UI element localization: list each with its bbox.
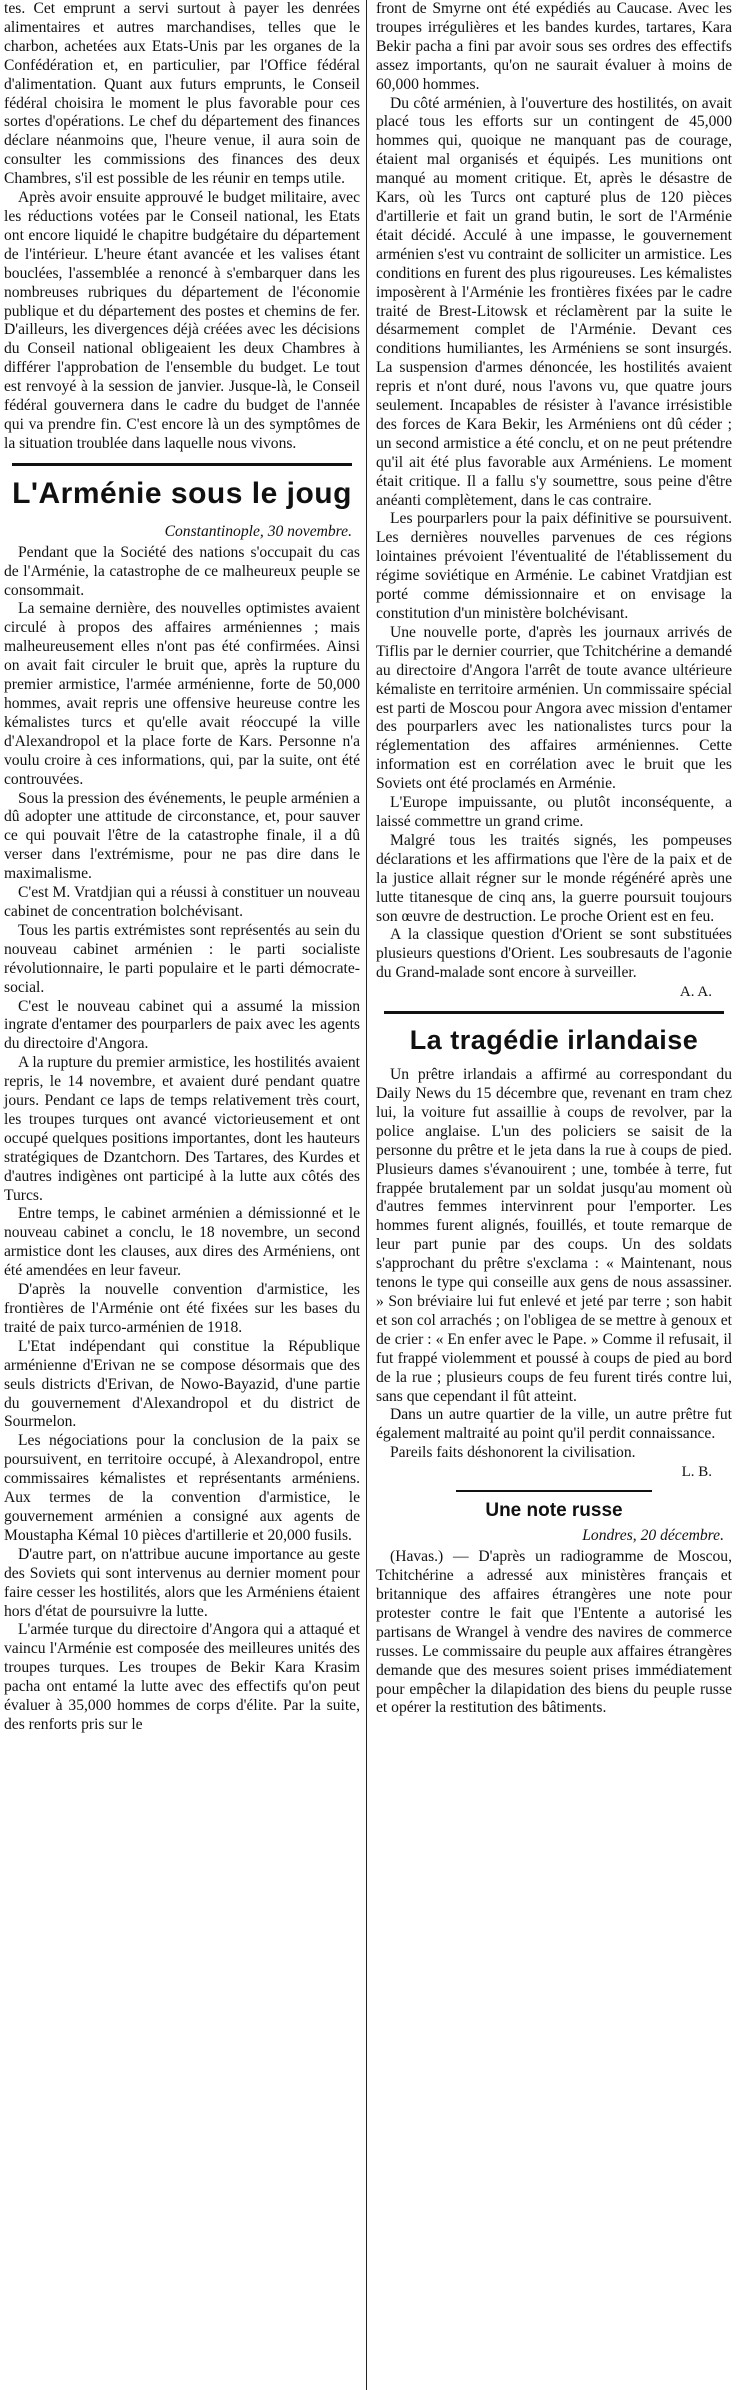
article-paragraph: Une nouvelle porte, d'après les journaux arrivés de Tiflis par le dernier courrier, que Tchitchérine a demandé au directoire d'Angora l'arrêt de toute avance ultérieure kémaliste en territoire arménien. Un commissaire spécial est parti de Moscou pour Angora avec mission d'entamer des pourparlers avec les nationalistes turcs pour la réglementation des affaires arméniennes. Cette information est en corrélation avec le bruit que les Soviets ont été proclamés en Arménie.: [376, 623, 732, 793]
armenie-headline: L'Arménie sous le joug: [12, 476, 352, 510]
armenie-signature: A. A.: [679, 984, 712, 1001]
article-paragraph: Les pourparlers pour la paix définitive se poursuivent. Les dernières nouvelles parvenues de ces régions lointaines prévoient l'éventualité de l'établissement du régime soviétique en Arménie. Le cabinet Vratdjian est porté comme démissionnaire et on envisage la constitution d'un ministère bolchévisant.: [376, 510, 732, 622]
article-paragraph: (Havas.) — D'après un radiogramme de Moscou, Tchitchérine a adressé aux ministères français et britannique des affaires étrangères une note pour protester contre le fait que l'Entente a autorisé les partisans de Wrangel à vendre des navires de commerce russes. Le commissaire du peuple aux affaires étrangères demande que des mesures soient prises immédiatement pour empêcher la dilapidation des biens du peuple russe et opérer la restitution des bâtiments.: [376, 1548, 732, 1717]
article-paragraph: L'Europe impuissante, ou plutôt inconséquente, a laissé commettre un grand crime.: [376, 794, 732, 830]
article-paragraph: D'autre part, on n'attribue aucune importance au geste des Soviets qui sont intervenus au dernier moment pour faire cesser les hostilités, alors que les Arméniens étaient hors d'état de poursuivre la lutte.: [4, 1545, 360, 1620]
article-paragraph: D'après la nouvelle convention d'armistice, les frontières de l'Arménie ont été fixées sur les bases du traité de paix turco-arménien de 1918.: [4, 1281, 360, 1336]
tragedie-signature: L. B.: [681, 1464, 712, 1481]
article-paragraph: front de Smyrne ont été expédiés au Caucase. Avec les troupes irrégulières et les bandes kurdes, tartares, Kara Bekir pacha a fini par avoir sous ses ordres des effectifs assez importants, qu'on ne saurait évaluer à moins de 60,000 hommes.: [376, 0, 732, 93]
article-paragraph: La semaine dernière, des nouvelles optimistes avaient circulé à propos des affaires arméniennes ; mais malheureusement elles n'ont pas été confirmées. Ainsi on avait fait circuler le bruit que, après la rupture du premier armistice, l'armée arménienne, forte de 50,000 hommes, avait repris une offensive heureuse contre les kémalistes turcs et qu'elle avait réoccupé la ville d'Alexandropol et la place forte de Kars. Personne n'a voulu croire à ces informations, qui, par la suite, ont été controuvées.: [4, 600, 360, 788]
left-column: [4, 0, 360, 1735]
armenie-dateline: Constantinople, 30 novembre.: [164, 522, 352, 540]
note-headline: Une note russe: [485, 1500, 623, 1522]
article-paragraph: L'armée turque du directoire d'Angora qui a attaqué et vaincu l'Arménie est composée des meilleures unités des troupes turques. Les troupes de Bekir Kara Krasim pacha ont entamé la lutte avec des effectifs qu'on peut évaluer à 35,000 hommes de corps d'élite. Par la suite, des renforts pris sur le: [4, 1621, 360, 1733]
article-paragraph: L'Etat indépendant qui constitue la République arménienne d'Erivan ne se compose désormais que des seuls districts d'Erivan, de Nowo-Bayazid, d'une partie du gouvernement d'Alexandropol et du district de Sourmelon.: [4, 1337, 360, 1431]
article-paragraph: A la rupture du premier armistice, les hostilités avaient repris, le 14 novembre, et avaient duré pendant quatre jours. Pendant ce laps de temps relativement très court, les troupes turques ont avancé victorieusement et ont occupé quelques positions importantes, dont les hauteurs stratégiques de Dzantchorn. Des Tartares, des Kurdes et d'autres indigènes ont participé à la lutte aux côtés des Turcs.: [4, 1054, 360, 1204]
article-paragraph: Pendant que la Société des nations s'occupait du cas de l'Arménie, la catastrophe de ce malheureux peuple se consommait.: [4, 543, 360, 599]
article-paragraph: Dans un autre quartier de la ville, un autre prêtre fut également maltraité au point qu'il perdit connaissance.: [376, 1406, 732, 1443]
article-paragraph: Malgré tous les traités signés, les pompeuses déclarations et les affirmations que l'ère de la paix et de la justice allait régner sur le monde régénéré après une lutte titanesque de cinq ans, la guerre poursuit toujours son œuvre de destruction. Le proche Orient est en feu.: [376, 831, 732, 925]
article-paragraph: Pareils faits déshonorent la civilisation.: [390, 1444, 636, 1462]
article-paragraph: Les négociations pour la conclusion de la paix se poursuivent, en territoire occupé, à Alexandropol, entre commissaires kémalistes et représentants arméniens. Aux termes de la convention d'armistice, le gouvernement arménien a consigné aux agents de Moustapha Kémal 10 pièces d'artillerie et 20,000 fusils.: [4, 1432, 360, 1544]
section-divider: [12, 463, 352, 466]
section-divider: [456, 1490, 652, 1492]
article-paragraph: Un prêtre irlandais a affirmé au correspondant du Daily News du 15 décembre que, revenant en tram chez lui, la voiture fut assaillie à coups de revolver, par la police anglaise. L'un des policiers se saisit de la personne du prêtre et le jeta dans la rue à coups de pied. Plusieurs dames s'évanouirent ; une, tombée à terre, fut frappée brutalement par un soldat jusqu'au moment où d'autres femmes intervinrent pour l'emporter. Les hommes furent alignés, fouillés, et toute remarque de leur part punie par des coups. Un des soldats s'approchant du prêtre s'exclama : « Maintenant, nous tenons le type qui conseille aux gens de nous assassiner. » Son bréviaire lui fut enlevé et jeté par terre ; son habit et son col arrachés ; on l'obligea de se mettre à genoux et de crier : « En enfer avec le Pape. » Comme il refusait, il fut frappé violemment et poussé à coups de pied au bord de la rue ; plusieurs coups de feu furent tirés contre lui, sans que cependant il fût atteint.: [376, 1066, 732, 1405]
article-paragraph: Sous la pression des événements, le peuple arménien a dû adopter une attitude de circonstance, et, pour sauver ce qui pouvait l'être de la catastrophe finale, il a dû verser dans l'extrémisme, pour ne pas dire dans le maximalisme.: [4, 789, 360, 883]
budget-paragraph: Après avoir ensuite approuvé le budget militaire, avec les réductions votées par le Conseil national, les Etats ont encore liquidé le chapitre budgétaire du département de l'intérieur. L'heure étant avancée et les valises étant bouclées, l'assemblée a renoncé à s'embarquer dans les nombreuses rubriques du département de l'économie publique et du département des postes et chemins de fer. D'ailleurs, les divergences déjà créées avec les décisions du Conseil national obligeaient les deux Chambres à différer l'approbation de l'ensemble du budget. Le tout est renvoyé à la session de janvier. Jusque-là, le Conseil fédéral gouvernera dans le cadre du budget de l'année qui va prendre fin. C'est encore là un des symptômes de la situation troublée dans laquelle nous vivons.: [4, 189, 360, 452]
tragedie-headline: La tragédie irlandaise: [409, 1025, 699, 1056]
article-paragraph: C'est le nouveau cabinet qui a assumé la mission ingrate d'entamer des pourparlers de paix avec les agents du directoire d'Angora.: [4, 997, 360, 1053]
note-dateline: Londres, 20 décembre.: [582, 1527, 724, 1545]
article-paragraph: Du côté arménien, à l'ouverture des hostilités, on avait placé tous les efforts sur un contingent de 45,000 hommes qui, quoique ne manquant pas de courage, étaient mal organisés et équipés. Les munitions ont manqué au moment critique. Et, après le désastre de Kars, où les Turcs ont capturé plus de 120 pièces d'artillerie et fait un grand butin, le sort de l'Arménie était décidé. Acculé à une impasse, le gouvernement arménien s'est vu contraint de solliciter un armistice. Les conditions en furent des plus rigoureuses. Les kémalistes imposèrent à l'Arménie les frontières fixées par le cadre traité de Brest-Litowsk et réclamèrent par la suite le désarmement complet de l'Arménie. Devant ces conditions humiliantes, les Arméniens se sont insurgés. La suspension d'armes dénoncée, les hostilités avaient repris et n'ont duré, nous l'avons vu, que quatre jours seulement. Incapables de résister à l'avance irrésistible des forces de Kara Bekir, les Arméniens ont dû céder ; un second armistice a été conclu, et on ne peut prétendre qu'il ait été plus favorable aux Arméniens. Le moment était critique. Il a fallu s'y soumettre, sous peine d'être anéanti complètement, dans le cas contraire.: [376, 94, 732, 509]
section-divider: [384, 1011, 724, 1014]
article-paragraph: C'est M. Vratdjian qui a réussi à constituer un nouveau cabinet de concentration bolchévisant.: [4, 884, 360, 920]
article-paragraph: Entre temps, le cabinet arménien a démissionné et le nouveau cabinet a conclu, le 18 novembre, un second armistice dont les clauses, aux dires des Arméniens, ont été amendées en leur faveur.: [4, 1205, 360, 1280]
right-column: [376, 0, 732, 1718]
budget-paragraph: tes. Cet emprunt a servi surtout à payer les denrées alimentaires et autres marchandises, telles que le charbon, achetées aux Etats-Unis par les organes de la Confédération et, en particulier, par l'Office fédéral d'alimentation. Quant aux futurs emprunts, le Conseil fédéral choisira le moment le plus favorable pour ces sortes d'opérations. Le chef du département des finances déclare néanmoins que, l'heure venue, il aura soin de consulter les commissions des finances des deux Chambres, s'il est possible de les réunir en temps utile.: [4, 0, 360, 188]
article-paragraph: A la classique question d'Orient se sont substituées plusieurs questions d'Orient. Les soubresauts de l'agonie du Grand-malade sont encore à surveiller.: [376, 926, 732, 982]
article-paragraph: Tous les partis extrémistes sont représentés au sein du nouveau cabinet arménien : le parti socialiste révolutionnaire, le parti populaire et le parti démocrate-social.: [4, 921, 360, 996]
column-divider: [366, 0, 367, 2390]
